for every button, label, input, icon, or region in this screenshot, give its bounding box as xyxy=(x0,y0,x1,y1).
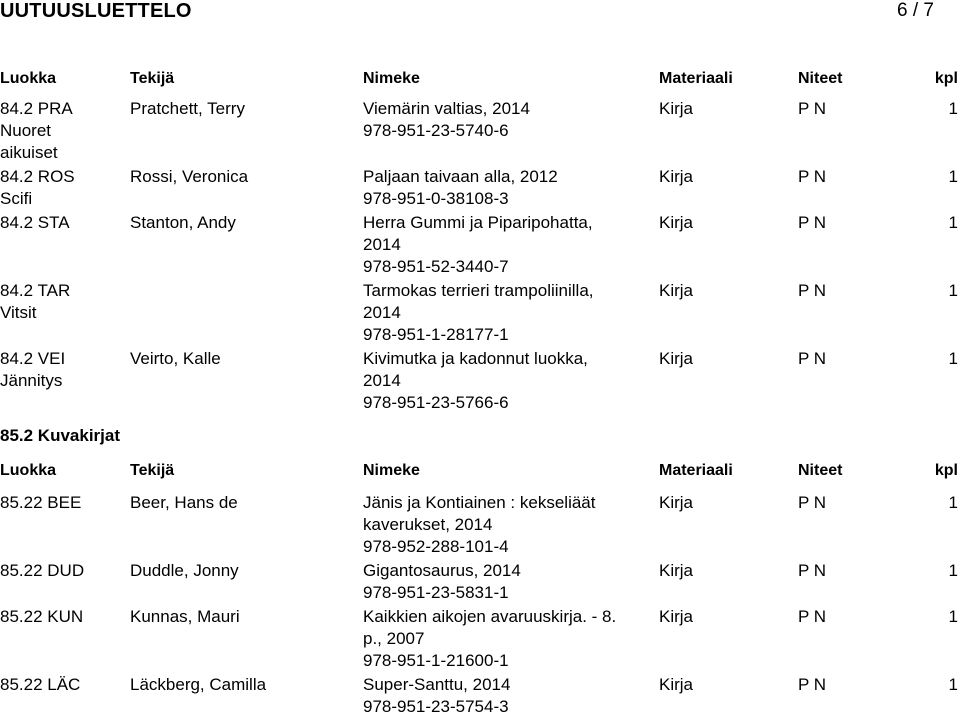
cell-tekija: Stanton, Andy xyxy=(130,213,236,232)
cell-nimeke-line: 2014 xyxy=(363,371,401,390)
cell-kpl: 1 xyxy=(948,493,958,512)
catalog-table-2 xyxy=(0,462,960,720)
cell-tekija: Pratchett, Terry xyxy=(130,99,245,118)
header-niteet: Niteet xyxy=(798,70,843,87)
cell-materiaali: Kirja xyxy=(659,99,694,118)
cell-nimeke xyxy=(363,280,594,346)
header-luokka: Luokka xyxy=(0,462,57,479)
table-row xyxy=(0,492,960,560)
header-materiaali: Materiaali xyxy=(659,462,733,479)
cell-luokka xyxy=(0,212,70,234)
header-kpl: kpl xyxy=(934,70,958,87)
cell-luokka-line: Nuoret xyxy=(0,121,52,140)
table-row xyxy=(0,560,960,606)
cell-luokka-line: aikuiset xyxy=(0,143,58,162)
cell-luokka-line: Scifi xyxy=(0,189,33,208)
table-header xyxy=(0,462,960,484)
page-title: UUTUUSLUETTELO xyxy=(0,0,192,22)
cell-luokka xyxy=(0,606,83,628)
cell-kpl: 1 xyxy=(948,561,958,580)
cell-luokka-line: 85.22 LÄC xyxy=(0,675,81,694)
table-row xyxy=(0,212,960,280)
table-row xyxy=(0,98,960,166)
cell-tekija: Beer, Hans de xyxy=(130,493,238,512)
cell-materiaali: Kirja xyxy=(659,561,694,580)
cell-luokka xyxy=(0,166,75,210)
cell-nimeke-line: Kivimutka ja kadonnut luokka, xyxy=(363,349,588,368)
cell-luokka-line: 85.22 KUN xyxy=(0,607,84,626)
cell-nimeke-line: 978-951-1-21600-1 xyxy=(363,651,509,670)
cell-nimeke-line: Paljaan taivaan alla, 2012 xyxy=(363,167,558,186)
cell-luokka-line: Vitsit xyxy=(0,303,37,322)
cell-niteet: P N xyxy=(798,167,827,186)
cell-nimeke xyxy=(363,212,593,278)
cell-materiaali: Kirja xyxy=(659,675,694,694)
cell-kpl: 1 xyxy=(948,607,958,626)
section-title: 85.2 Kuvakirjat xyxy=(0,426,121,445)
cell-niteet: P N xyxy=(798,493,827,512)
cell-luokka xyxy=(0,560,84,582)
cell-tekija: Kunnas, Mauri xyxy=(130,607,240,626)
cell-materiaali: Kirja xyxy=(659,167,694,186)
cell-nimeke-line: 978-951-23-5831-1 xyxy=(363,583,509,602)
cell-luokka-line: 85.22 DUD xyxy=(0,561,85,580)
cell-nimeke xyxy=(363,560,521,604)
cell-luokka-line: 84.2 PRA xyxy=(0,99,73,118)
cell-nimeke-line: 978-951-52-3440-7 xyxy=(363,257,509,276)
cell-nimeke xyxy=(363,674,510,718)
table-row xyxy=(0,674,960,720)
cell-niteet: P N xyxy=(798,561,827,580)
cell-nimeke-line: 978-951-1-28177-1 xyxy=(363,325,509,344)
table-body xyxy=(0,98,960,416)
cell-niteet: P N xyxy=(798,607,827,626)
cell-kpl: 1 xyxy=(948,167,958,186)
cell-nimeke-line: 978-951-23-5754-3 xyxy=(363,697,509,716)
header-nimeke: Nimeke xyxy=(363,462,420,479)
cell-tekija: Läckberg, Camilla xyxy=(130,675,267,694)
cell-niteet: P N xyxy=(798,281,827,300)
cell-nimeke-line: 978-951-23-5766-6 xyxy=(363,393,509,412)
cell-tekija: Veirto, Kalle xyxy=(130,349,221,368)
cell-kpl: 1 xyxy=(948,281,958,300)
cell-materiaali: Kirja xyxy=(659,493,694,512)
cell-luokka-line: 85.22 BEE xyxy=(0,493,82,512)
cell-nimeke-line: 978-951-0-38108-3 xyxy=(363,189,509,208)
cell-luokka-line: Jännitys xyxy=(0,371,63,390)
cell-nimeke-line: Super-Santtu, 2014 xyxy=(363,675,511,694)
cell-niteet: P N xyxy=(798,675,827,694)
cell-niteet: P N xyxy=(798,213,827,232)
cell-nimeke xyxy=(363,348,588,414)
header-materiaali: Materiaali xyxy=(659,70,733,87)
cell-niteet: P N xyxy=(798,99,827,118)
table-row xyxy=(0,280,960,348)
table-row xyxy=(0,606,960,674)
header-niteet: Niteet xyxy=(798,462,843,479)
table-row xyxy=(0,348,960,416)
cell-luokka xyxy=(0,348,65,392)
cell-nimeke-line: Kaikkien aikojen avaruuskirja. - 8. xyxy=(363,607,617,626)
cell-nimeke xyxy=(363,98,530,142)
cell-luokka-line: 84.2 ROS xyxy=(0,167,75,186)
cell-luokka xyxy=(0,280,70,324)
cell-nimeke-line: 978-951-23-5740-6 xyxy=(363,121,509,140)
header-tekija: Tekijä xyxy=(130,462,175,479)
cell-tekija: Duddle, Jonny xyxy=(130,561,239,580)
cell-luokka xyxy=(0,674,80,696)
cell-kpl: 1 xyxy=(948,99,958,118)
header-tekija: Tekijä xyxy=(130,70,175,87)
cell-luokka-line: 84.2 STA xyxy=(0,213,70,232)
cell-nimeke-line: kaverukset, 2014 xyxy=(363,515,493,534)
cell-materiaali: Kirja xyxy=(659,349,694,368)
cell-nimeke-line: Gigantosaurus, 2014 xyxy=(363,561,521,580)
cell-luokka-line: 84.2 VEI xyxy=(0,349,66,368)
cell-nimeke-line: Herra Gummi ja Piparipohatta, xyxy=(363,213,593,232)
cell-luokka-line: 84.2 TAR xyxy=(0,281,71,300)
cell-nimeke-line: 2014 xyxy=(363,235,401,254)
cell-nimeke-line: 2014 xyxy=(363,303,401,322)
cell-nimeke-line: Viemärin valtias, 2014 xyxy=(363,99,530,118)
cell-tekija: Rossi, Veronica xyxy=(130,167,249,186)
cell-nimeke xyxy=(363,166,558,210)
table-row xyxy=(0,166,960,212)
table-header xyxy=(0,70,960,92)
cell-materiaali: Kirja xyxy=(659,607,694,626)
header-luokka: Luokka xyxy=(0,70,57,87)
header-kpl: kpl xyxy=(934,462,958,479)
cell-nimeke-line: Tarmokas terrieri trampoliinilla, xyxy=(363,281,594,300)
cell-kpl: 1 xyxy=(948,349,958,368)
cell-luokka xyxy=(0,98,73,164)
cell-niteet: P N xyxy=(798,349,827,368)
table-body xyxy=(0,492,960,720)
cell-kpl: 1 xyxy=(948,675,958,694)
page-number: 6 / 7 xyxy=(897,0,934,21)
cell-kpl: 1 xyxy=(948,213,958,232)
cell-luokka xyxy=(0,492,81,514)
header-nimeke: Nimeke xyxy=(363,70,420,87)
cell-materiaali: Kirja xyxy=(659,213,694,232)
cell-nimeke xyxy=(363,606,616,672)
cell-nimeke-line: Jänis ja Kontiainen : kekseliäät xyxy=(363,493,596,512)
cell-nimeke xyxy=(363,492,595,558)
catalog-table-1 xyxy=(0,70,960,416)
cell-materiaali: Kirja xyxy=(659,281,694,300)
cell-nimeke-line: p., 2007 xyxy=(363,629,425,648)
cell-nimeke-line: 978-952-288-101-4 xyxy=(363,537,509,556)
